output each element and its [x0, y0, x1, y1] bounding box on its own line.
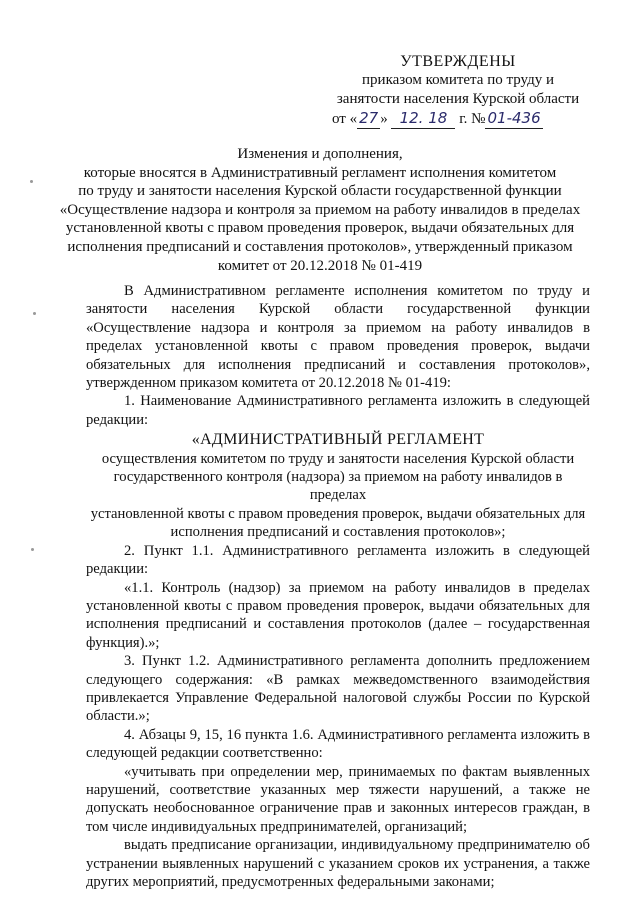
item-4-quote-1: «учитывать при определении мер, принимаемых по фактам выявленных нарушений, соответствие указанных мер тяжести нарушений, а также не допускать необоснованное ограничение прав и законных интересов граждан, в том числе индивидуальных предпринимателей, организаций; [86, 763, 590, 835]
handwritten-number: 01-436 [487, 109, 541, 127]
item-2: 2. Пункт 1.1. Административного регламента изложить в следующей редакции: [86, 542, 590, 578]
handwritten-day: 27 [359, 109, 379, 127]
year-suffix: г. № [459, 111, 486, 127]
date-separator: » [380, 111, 388, 127]
approval-line-1: приказом комитета по труду и [362, 72, 554, 88]
heading-line-3: по труду и занятости населения Курской области государственной функции [78, 183, 562, 200]
item-2-quote: «1.1. Контроль (надзор) за приемом на работу инвалидов в пределах установленной квоты с правом проведения проверок, выдачи обязательных для исполнения предписаний и составления протоколов (далее – государственная функция).»; [86, 579, 590, 651]
heading-line-7: комитет от 20.12.2018 № 01-419 [217, 257, 423, 274]
regulation-line-3: установленной квоты с правом проведения проверок, выдачи обязательных для [90, 505, 586, 522]
approval-title: УТВЕРЖДЕНЫ [400, 53, 516, 70]
document-body [86, 282, 590, 891]
regulation-title: «АДМИНИСТРАТИВНЫЙ РЕГЛАМЕНТ [191, 431, 485, 449]
item-4: 4. Абзацы 9, 15, 16 пункта 1.6. Административного регламента изложить в следующей редакции соответственно: [86, 726, 590, 762]
heading-line-2: которые вносятся в Административный регламент исполнения комитетом [83, 164, 557, 181]
approval-line-2: занятости населения Курской области [336, 91, 580, 107]
approval-order-line [328, 109, 588, 129]
approval-block [328, 52, 588, 129]
heading-line-6: исполнения предписаний и составления протоколов», утвержденный приказом [67, 238, 573, 255]
scan-speck [33, 312, 36, 315]
heading-line-1: Изменения и дополнения, [237, 146, 403, 162]
heading-line-4: «Осуществление надзора и контроля за приемом на работу инвалидов в пределах [59, 201, 581, 218]
intro-paragraph: В Административном регламенте исполнения комитетом по труду и занятости населения Курской области государственной функции «Осуществление надзора и контроля за приемом на работу инвалидов в пределах установленной квоты с правом проведения проверок, выдачи обязательных для исполнения предписаний и составления протоколов», утвержденном приказом комитета от 20.12.2018 № 01-419: [86, 283, 590, 392]
item-4-quote-2: выдать предписание организации, индивидуальному предпринимателю об устранении выявленных нарушений с указанием сроков их устранения, а также других мероприятий, предусмотренных федеральными законами; [86, 837, 590, 890]
item-1: 1. Наименование Административного регламента изложить в следующей редакции: [86, 393, 590, 428]
regulation-line-2: государственного контроля (надзора) за приемом на работу инвалидов в пределах [113, 469, 563, 504]
regulation-line-4: исполнения предписаний и составления протоколов»; [170, 524, 506, 541]
date-prefix: от « [332, 111, 358, 127]
scan-speck [31, 548, 34, 551]
handwritten-month: 12. 18 [391, 109, 455, 129]
regulation-line-1: осуществления комитетом по труду и занятости населения Курской области [101, 450, 575, 467]
heading-line-5: установленной квоты с правом проведения проверок, выдачи обязательных для [65, 220, 575, 237]
scan-speck [30, 180, 33, 183]
item-3: 3. Пункт 1.2. Административного регламента дополнить предложением следующего содержания: «В рамках межведомственного взаимодействия привлекается Управление Федеральной налоговой службы России по Курской области.»; [86, 653, 590, 725]
document-heading [50, 145, 590, 275]
